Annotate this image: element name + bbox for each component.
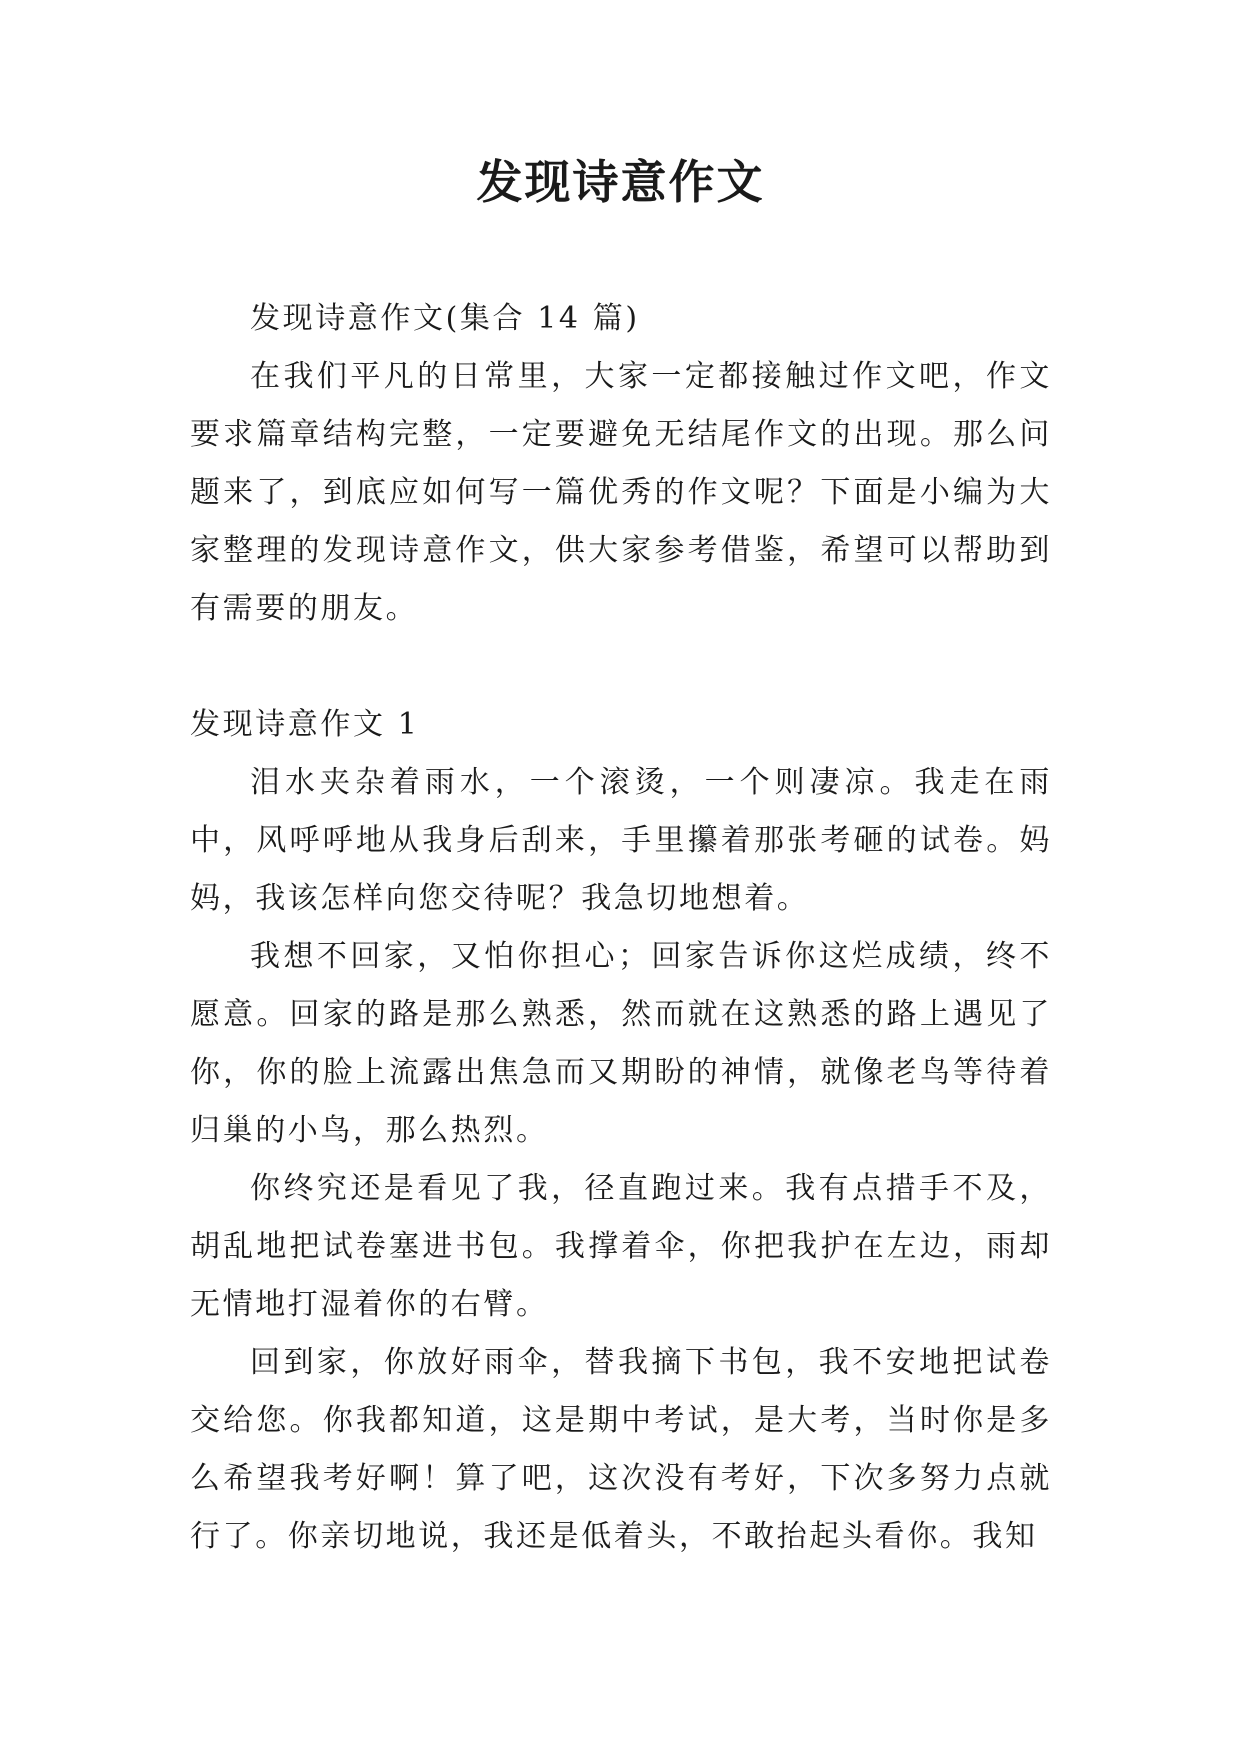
essay-paragraph: 泪水夹杂着雨水，一个滚烫，一个则凄凉。我走在雨中，风呼呼地从我身后刮来，手里攥着那张考砸的试卷。妈妈，我该怎样向您交待呢？我急切地想着。 <box>190 765 1052 916</box>
intro-paragraph: 在我们平凡的日常里，大家一定都接触过作文吧，作文要求篇章结构完整，一定要避免无结尾作文的出现。那么问题来了，到底应如何写一篇优秀的作文呢？下面是小编为大家整理的发现诗意作文，供大家参考借鉴，希望可以帮助到有需要的朋友。 <box>190 359 1052 626</box>
essay-paragraph: 我想不回家，又怕你担心；回家告诉你这烂成绩，终不愿意。回家的路是那么熟悉，然而就在这熟悉的路上遇见了你，你的脸上流露出焦急而又期盼的神情，就像老鸟等待着归巢的小鸟，那么热烈。 <box>190 939 1052 1148</box>
document-body <box>190 290 1052 1566</box>
essay-paragraph: 回到家，你放好雨伞，替我摘下书包，我不安地把试卷交给您。你我都知道，这是期中考试，是大考，当时你是多么希望我考好啊！算了吧，这次没有考好，下次多努力点就行了。你亲切地说，我还是低着头，不敢抬起头看你。我知 <box>190 1345 1052 1554</box>
collection-subtitle: 发现诗意作文(集合 14 篇) <box>250 301 640 336</box>
section-heading-1: 发现诗意作文 1 <box>190 707 420 742</box>
document-title: 发现诗意作文 <box>476 155 765 209</box>
essay-paragraph: 你终究还是看见了我，径直跑过来。我有点措手不及，胡乱地把试卷塞进书包。我撑着伞，你把我护在左边，雨却无情地打湿着你的右臂。 <box>190 1171 1052 1322</box>
